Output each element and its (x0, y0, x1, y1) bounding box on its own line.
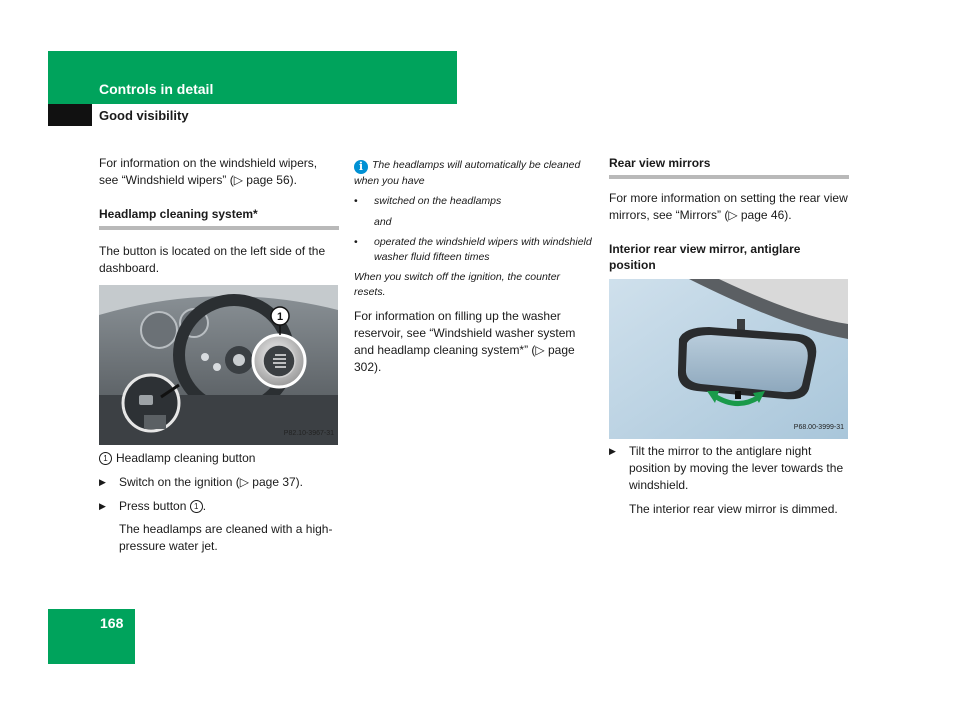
dashboard-photo (99, 285, 338, 445)
bullet-dot: • (354, 236, 358, 248)
button-number-icon: 1 (190, 500, 203, 513)
step-tilt-mirror (609, 443, 849, 494)
info-note-text: The headlamps will automatically be cleaned when you have (354, 159, 581, 187)
note-bullet-wipers (354, 235, 592, 265)
image-caption (99, 450, 339, 467)
dashboard-illustration (99, 285, 338, 445)
chapter-title: Controls in detail (99, 81, 214, 97)
interior-mirror-heading: Interior rear view mirror, antiglare position (609, 242, 801, 272)
wiper-reference-text: For information on the windshield wipers, see “Windshield wipers” (▷ page 56). (99, 156, 318, 187)
step-arrow-icon: ▶ (99, 501, 106, 511)
note-bullet-headlamps (354, 194, 592, 209)
and-text: and (374, 216, 392, 228)
mirrors-reference-text: For more information on setting the rear view mirrors, see “Mirrors” (▷ page 46). (609, 191, 848, 222)
headlamp-cleaning-heading: Headlamp cleaning system* (99, 207, 258, 221)
mirror-illustration (609, 279, 848, 439)
image-code: P82.10-3967-31 (283, 430, 334, 437)
step-arrow-icon: ▶ (609, 446, 616, 456)
rear-view-mirrors-heading: Rear view mirrors (609, 156, 711, 170)
column-notes (354, 158, 592, 376)
section-title: Good visibility (99, 108, 189, 123)
step-text: Tilt the mirror to the antiglare night position by moving the lever towards the windshield. (629, 444, 844, 492)
result-text: The interior rear view mirror is dimmed. (629, 502, 838, 516)
washer-reference-text: For information on filling up the washer reservoir, see “Windshield washer system and headlamp cleaning system*” (▷ page 302). (354, 309, 576, 374)
step-arrow-icon: ▶ (99, 477, 106, 487)
column-headlamp-cleaning (99, 155, 339, 555)
section-tab-marker (48, 104, 92, 126)
result-text: The headlamps are cleaned with a high-pressure water jet. (119, 522, 333, 553)
info-note (354, 158, 592, 189)
caption-number-icon: 1 (99, 452, 112, 465)
page-number: 168 (100, 615, 124, 631)
bullet-text: operated the windshield wipers with windshield washer fluid fifteen times (374, 236, 592, 263)
step-press-button (99, 498, 339, 515)
button-location-text: The button is located on the left side of the dashboard. (99, 244, 326, 275)
bullet-dot: • (354, 195, 358, 207)
callout-number-1: 1 (276, 311, 284, 323)
column-rear-view-mirrors (609, 155, 849, 518)
bullet-text: switched on the headlamps (374, 195, 502, 207)
step-text: Switch on the ignition (▷ page 37). (119, 475, 304, 489)
image-code: P68.00-3999-31 (793, 424, 844, 431)
counter-reset-note: When you switch off the ignition, the counter resets. (354, 271, 561, 298)
step-ignition (99, 474, 339, 491)
mirror-photo (609, 279, 848, 439)
step-text-after: . (202, 499, 207, 513)
info-icon: i (354, 160, 368, 174)
caption-text: Headlamp cleaning button (116, 451, 256, 465)
step-text-before: Press button (119, 499, 190, 513)
